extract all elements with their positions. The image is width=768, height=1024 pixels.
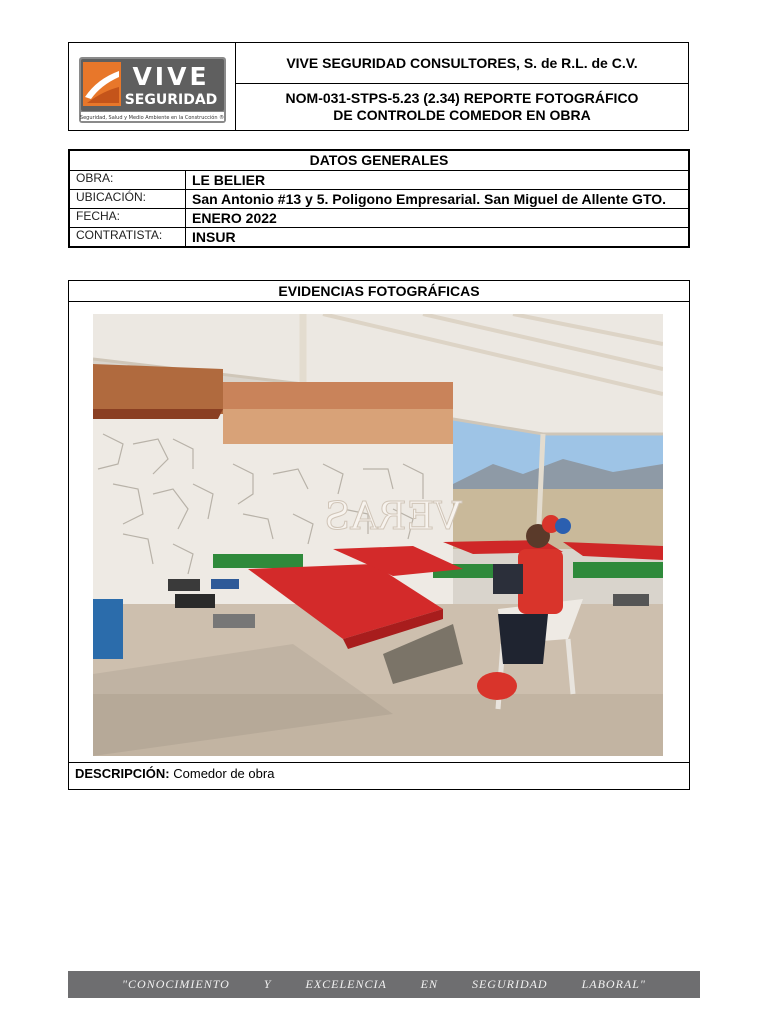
ubicacion-label: UBICACIÓN: [70,190,186,209]
obra-label: OBRA: [70,171,186,190]
logo-cell [69,43,236,130]
photo-evidence-title: EVIDENCIAS FOTOGRÁFICAS [69,281,689,302]
footer-motto: "CONOCIMIENTO Y EXCELENCIA EN SEGURIDAD LABORAL" [68,971,700,998]
fecha-label: FECHA: [70,209,186,228]
table-row [70,190,689,209]
vive-seguridad-logo [79,57,226,123]
document-header [68,42,689,131]
company-name: VIVE SEGURIDAD CONSULTORES, S. de R.L. de C.V. [236,43,688,84]
fecha-value: ENERO 2022 [186,209,689,228]
general-data-title: DATOS GENERALES [70,151,689,171]
table-row [70,228,689,247]
site-dining-area-photo [93,314,663,756]
report-title-line1: NOM-031-STPS-5.23 (2.34) REPORTE FOTOGRÁFICO [285,90,639,106]
contratista-label: CONTRATISTA: [70,228,186,247]
ubicacion-value: San Antonio #13 y 5. Poligono Empresarial. San Miguel de Allente GTO. [186,190,689,209]
table-row [70,209,689,228]
contratista-value: INSUR [186,228,689,247]
description-value: Comedor de obra [173,766,275,781]
general-data-table [68,149,690,248]
photo-evidence-section [68,280,690,790]
obra-value: LE BELIER [186,171,689,190]
svg-text:VERAS: VERAS [324,494,462,538]
table-row [70,171,689,190]
photo-description [69,762,689,789]
description-label: DESCRIPCIÓN: [75,766,170,781]
logo-word-top: VIVE [132,62,210,91]
logo-tagline: Seguridad, Salud y Medio Ambiente en la Construcción ® [79,115,225,121]
logo-word-bottom: SEGURIDAD [124,92,218,108]
report-title-line2: DE CONTROLDE COMEDOR EN OBRA [333,107,591,123]
report-title [236,84,688,130]
